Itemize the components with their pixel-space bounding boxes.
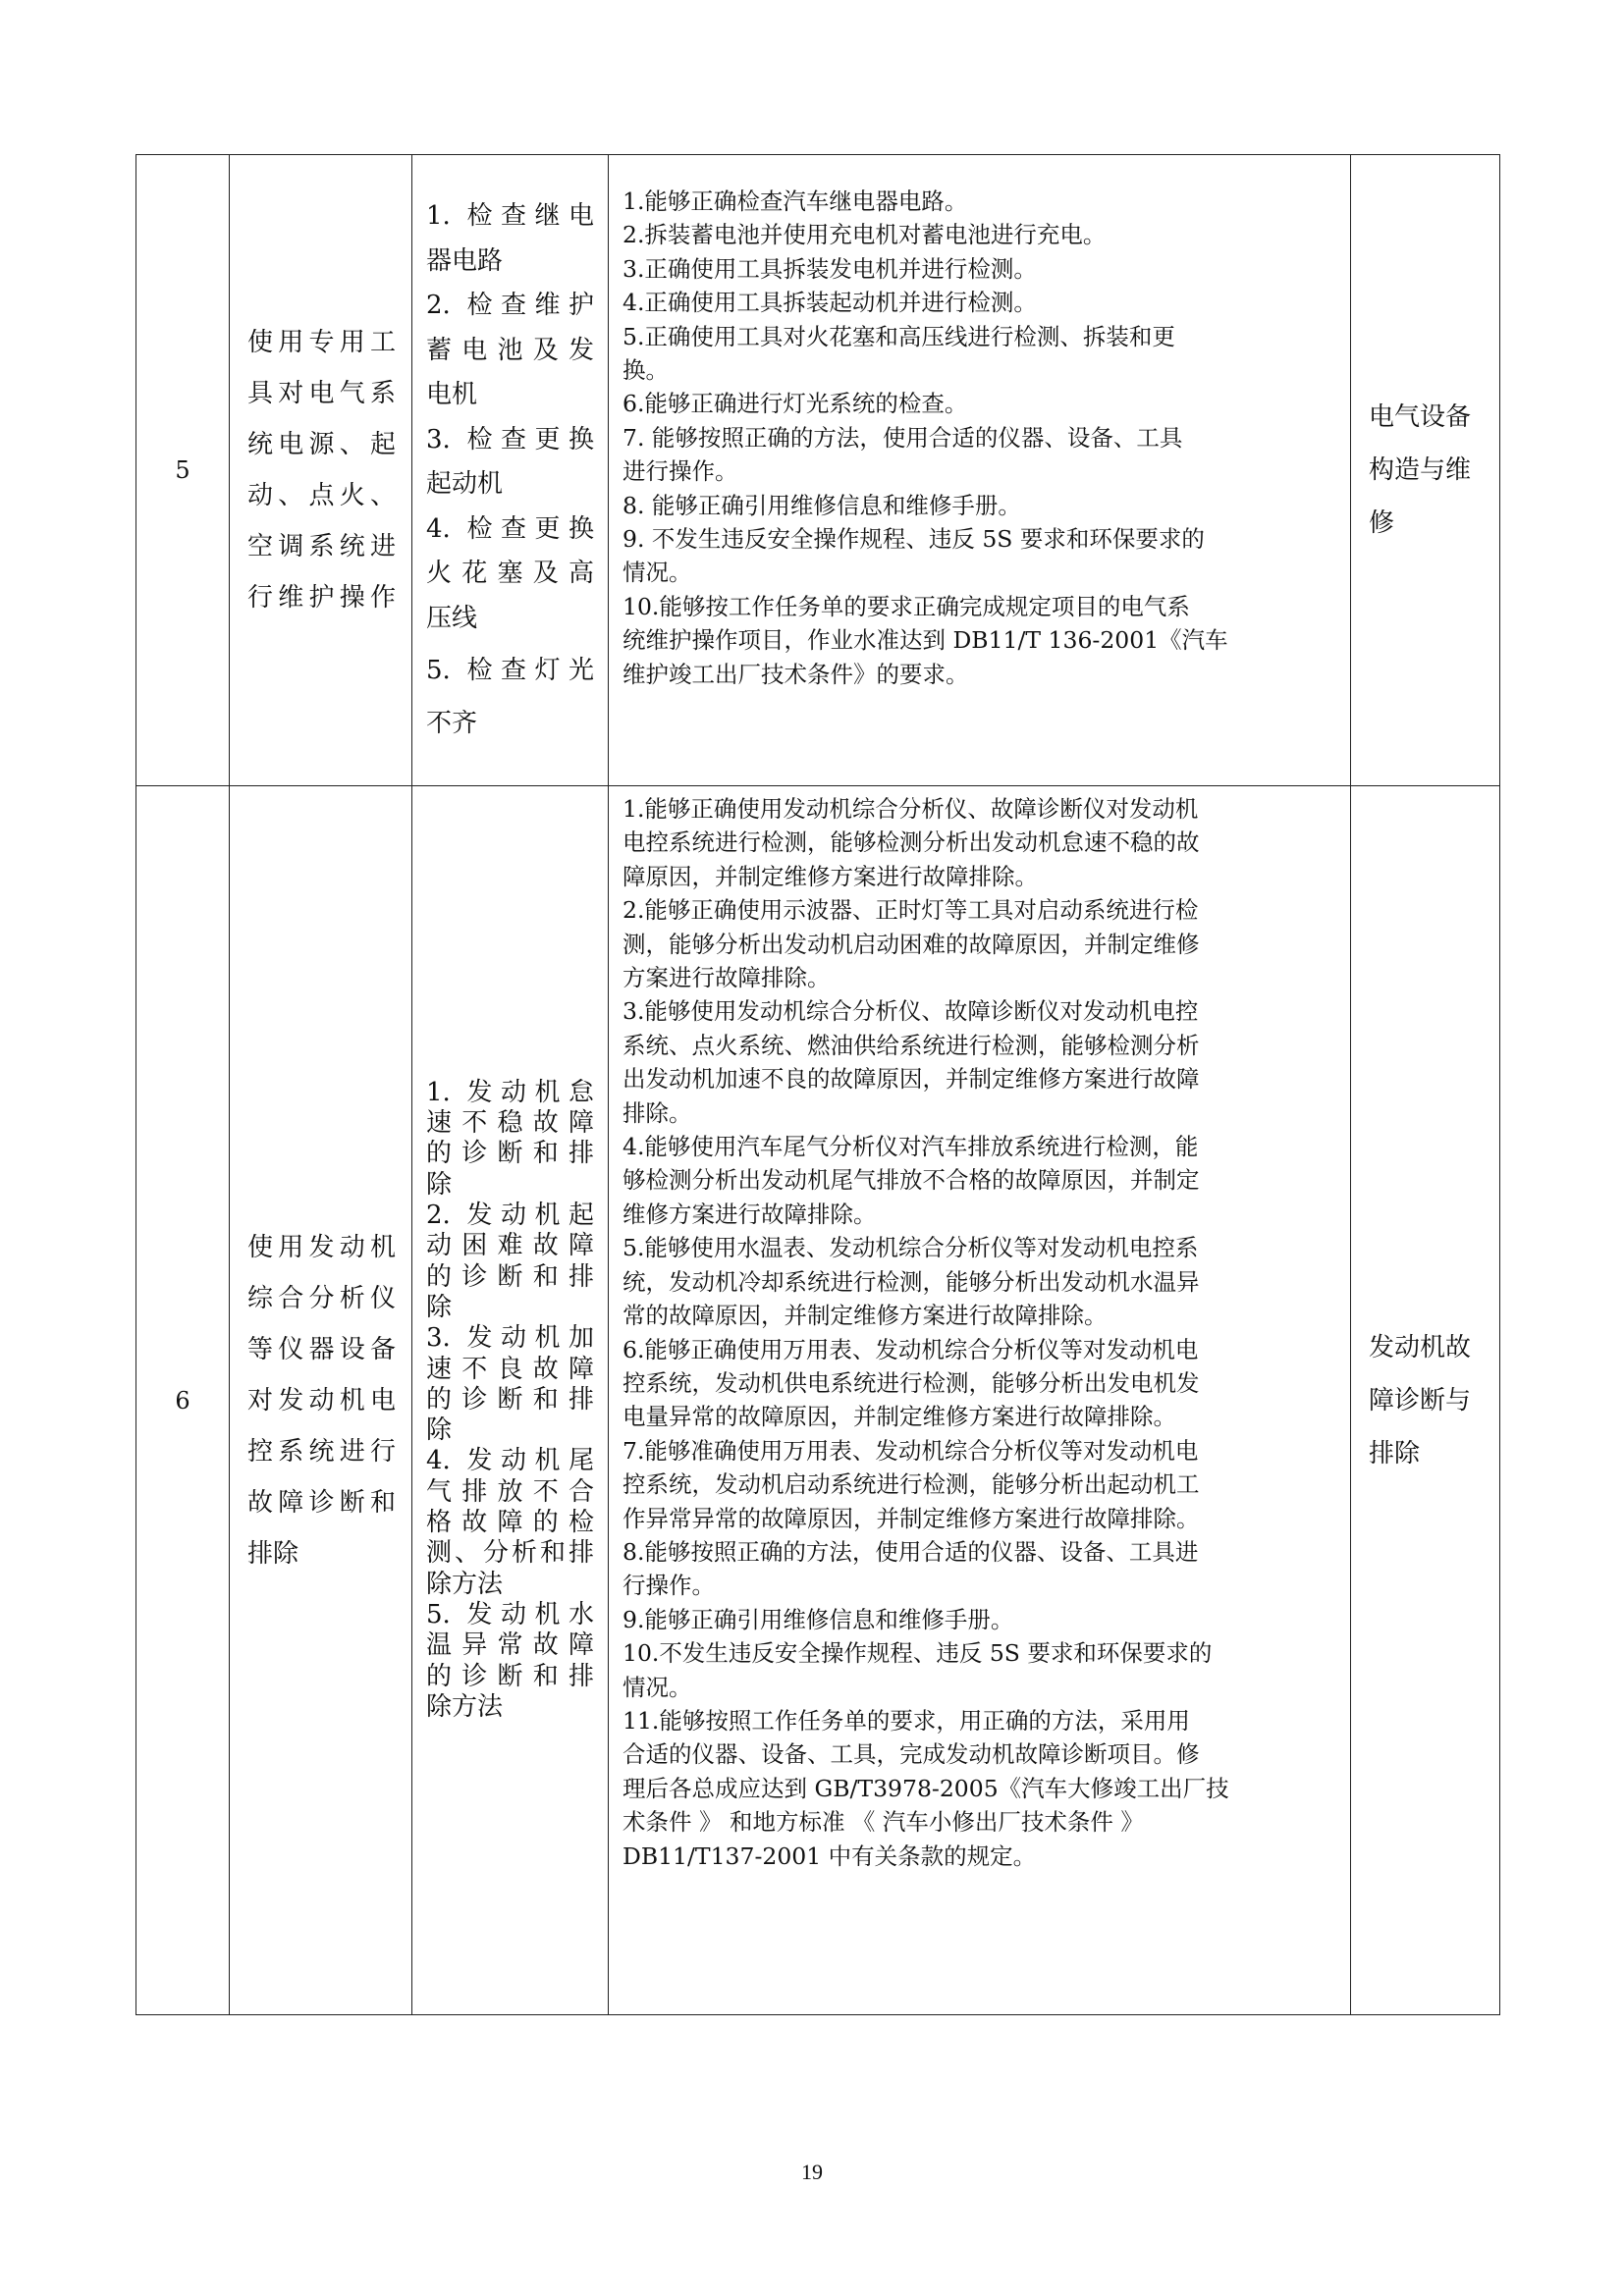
corresponding-course	[1351, 786, 1500, 2015]
work-content	[412, 786, 609, 2015]
corresponding-course	[1351, 155, 1500, 786]
content-line: 的诊断和排	[426, 1261, 594, 1292]
course-line: 修	[1369, 508, 1395, 538]
task-line: 使用专用工	[247, 328, 396, 357]
content-line: 火花塞及高	[426, 559, 594, 588]
content-line: 的诊断和排	[426, 1384, 594, 1415]
content-line: 的诊断和排	[426, 1661, 594, 1691]
requirement-line: DB11/T137-2001 中有关条款的规定。	[623, 1842, 1037, 1870]
table-row	[136, 786, 1500, 2015]
task-line: 具对电气系	[247, 379, 396, 408]
row-number: 5	[136, 155, 230, 786]
task-line: 故障诊断和	[247, 1487, 396, 1518]
content-line: 压线	[426, 603, 478, 633]
requirement-line: 6.能够正确使用万用表、发动机综合分析仪等对发动机电	[623, 1335, 1199, 1363]
requirement-line: 电控系统进行检测，能够检测分析出发动机怠速不稳的故	[623, 828, 1200, 857]
requirement-line: 控系统，发动机供电系统进行检测，能够分析出发电机发	[623, 1368, 1200, 1397]
content-line: 5. 检查灯光	[426, 656, 594, 685]
task-line: 控系统进行	[247, 1436, 396, 1467]
task-line: 行维护操作	[247, 583, 396, 613]
task-line: 使用发动机	[247, 1232, 396, 1262]
requirement-line: 换。	[623, 356, 669, 385]
requirement-line: 1.能够正确使用发动机综合分析仪、故障诊断仪对发动机	[623, 795, 1199, 823]
requirement-line: 进行操作。	[623, 457, 738, 486]
content-line: 格故障的检	[426, 1508, 594, 1538]
content-line: 气排放不合	[426, 1476, 594, 1507]
requirement-line: 控系统，发动机启动系统进行检测，能够分析出起动机工	[623, 1470, 1200, 1499]
requirement-line: 4.正确使用工具拆装起动机并进行检测。	[623, 289, 1037, 317]
requirement-line: 5.正确使用工具对火花塞和高压线进行检测、拆装和更	[623, 322, 1175, 350]
requirement-line: 9.能够正确引用维修信息和维修手册。	[623, 1605, 1014, 1633]
requirement-line: 术条件 》 和地方标准 《 汽车小修出厂技术条件 》	[623, 1808, 1144, 1837]
requirement-line: 排除。	[623, 1098, 692, 1127]
requirement-line: 够检测分析出发动机尾气排放不合格的故障原因，并制定	[623, 1166, 1200, 1195]
requirement-line: 7. 能够按照正确的方法，使用合适的仪器、设备、工具	[623, 423, 1183, 452]
task-line: 对发动机电	[247, 1385, 396, 1415]
content-line: 1. 发动机怠	[426, 1077, 594, 1107]
requirement-line: 11.能够按照工作任务单的要求，用正确的方法，采用用	[623, 1706, 1190, 1735]
content-line: 2. 检查维护	[426, 291, 594, 320]
page-number: 19	[801, 2160, 823, 2184]
course-line: 构造与维	[1369, 455, 1472, 485]
requirement-line: 4.能够使用汽车尾气分析仪对汽车排放系统进行检测，能	[623, 1133, 1199, 1161]
requirement-line: 3.正确使用工具拆装发电机并进行检测。	[623, 254, 1037, 283]
content-line: 测、分析和排	[426, 1538, 594, 1569]
work-content	[412, 155, 609, 786]
table-row	[136, 155, 1500, 786]
content-line: 4. 检查更换	[426, 513, 594, 544]
content-line: 起动机	[426, 469, 504, 499]
task-description	[230, 786, 412, 2015]
requirement-line: 7.能够准确使用万用表、发动机综合分析仪等对发动机电	[623, 1436, 1199, 1465]
requirement-line: 方案进行故障排除。	[623, 964, 831, 992]
content-line: 除	[426, 1292, 453, 1322]
requirement-line: 行操作。	[623, 1572, 715, 1600]
requirement-line: 8.能够按照正确的方法，使用合适的仪器、设备、工具进	[623, 1537, 1199, 1566]
task-line: 动、点火、	[247, 481, 396, 510]
course-line: 电气设备	[1369, 402, 1472, 432]
content-line: 器电路	[426, 245, 504, 276]
course-line: 发动机故	[1369, 1332, 1472, 1362]
requirement-line: 维护竣工出厂技术条件》的要求。	[623, 660, 969, 688]
task-line: 等仪器设备	[247, 1334, 396, 1364]
requirement-line: 1.能够正确检查汽车继电器电路。	[623, 187, 968, 215]
content-line: 的诊断和排	[426, 1139, 594, 1169]
requirement-line: 情况。	[623, 559, 692, 587]
content-line: 蓄电池及发	[426, 335, 594, 365]
content-line: 4. 发动机尾	[426, 1446, 594, 1476]
content-line: 不齐	[426, 708, 478, 738]
requirement-line: 出发动机加速不良的故障原因，并制定维修方案进行故障	[623, 1065, 1200, 1094]
requirement-line: 8. 能够正确引用维修信息和维修手册。	[623, 491, 1021, 519]
course-line: 障诊断与	[1369, 1385, 1472, 1415]
requirement-line: 3.能够使用发动机综合分析仪、故障诊断仪对发动机电控	[623, 997, 1199, 1026]
requirement-line: 理后各总成应达到 GB/T3978-2005《汽车大修竣工出厂技	[623, 1774, 1229, 1802]
content-line: 电机	[426, 380, 478, 409]
content-line: 除	[426, 1169, 453, 1200]
requirement-line: 9. 不发生违反安全操作规程、违反 5S 要求和环保要求的	[623, 525, 1205, 554]
course-line: 排除	[1369, 1438, 1421, 1468]
task-line: 排除	[247, 1538, 299, 1569]
requirement-line: 维修方案进行故障排除。	[623, 1200, 877, 1228]
task-line: 统电源、起	[247, 430, 396, 459]
content-line: 3. 检查更换	[426, 424, 594, 454]
ability-requirements	[609, 786, 1351, 2015]
task-line: 综合分析仪	[247, 1283, 396, 1313]
content-line: 2. 发动机起	[426, 1201, 594, 1231]
task-line: 空调系统进	[247, 532, 396, 561]
content-line: 除	[426, 1415, 453, 1446]
requirement-line: 测，能够分析出发动机启动困难的故障原因，并制定维修	[623, 930, 1200, 958]
content-line: 1. 检查继电	[426, 201, 594, 231]
content-line: 速不稳故障	[426, 1108, 594, 1139]
requirement-line: 统维护操作项目，作业水准达到 DB11/T 136-2001《汽车	[623, 626, 1228, 655]
requirement-line: 电量异常的故障原因，并制定维修方案进行故障排除。	[623, 1403, 1176, 1431]
requirement-line: 10.不发生违反安全操作规程、违反 5S 要求和环保要求的	[623, 1639, 1213, 1668]
requirement-line: 2.拆装蓄电池并使用充电机对蓄电池进行充电。	[623, 221, 1107, 249]
requirement-line: 系统、点火系统、燃油供给系统进行检测，能够检测分析	[623, 1031, 1200, 1059]
content-line: 温异常故障	[426, 1630, 594, 1661]
content-line: 5. 发动机水	[426, 1599, 594, 1629]
requirement-line: 障原因，并制定维修方案进行故障排除。	[623, 862, 1038, 890]
content-line: 除方法	[426, 1569, 504, 1599]
requirement-line: 作异常异常的故障原因，并制定维修方案进行故障排除。	[623, 1504, 1200, 1532]
ability-requirements	[609, 155, 1351, 786]
requirement-line: 10.能够按工作任务单的要求正确完成规定项目的电气系	[623, 592, 1190, 620]
task-description	[230, 155, 412, 786]
requirement-line: 2.能够正确使用示波器、正时灯等工具对启动系统进行检	[623, 896, 1199, 925]
requirement-line: 情况。	[623, 1673, 692, 1701]
content-line: 动困难故障	[426, 1231, 594, 1261]
requirement-line: 统，发动机冷却系统进行检测，能够分析出发动机水温异	[623, 1267, 1200, 1296]
requirement-line: 5.能够使用水温表、发动机综合分析仪等对发动机电控系	[623, 1234, 1199, 1262]
content-line: 3. 发动机加	[426, 1323, 594, 1354]
row-number: 6	[136, 786, 230, 2015]
content-line: 速不良故障	[426, 1354, 594, 1384]
content-line: 除方法	[426, 1691, 504, 1722]
requirement-line: 合适的仪器、设备、工具，完成发动机故障诊断项目。修	[623, 1740, 1200, 1769]
curriculum-table	[135, 154, 1500, 2015]
requirement-line: 6.能够正确进行灯光系统的检查。	[623, 390, 968, 418]
requirement-line: 常的故障原因，并制定维修方案进行故障排除。	[623, 1302, 1108, 1330]
